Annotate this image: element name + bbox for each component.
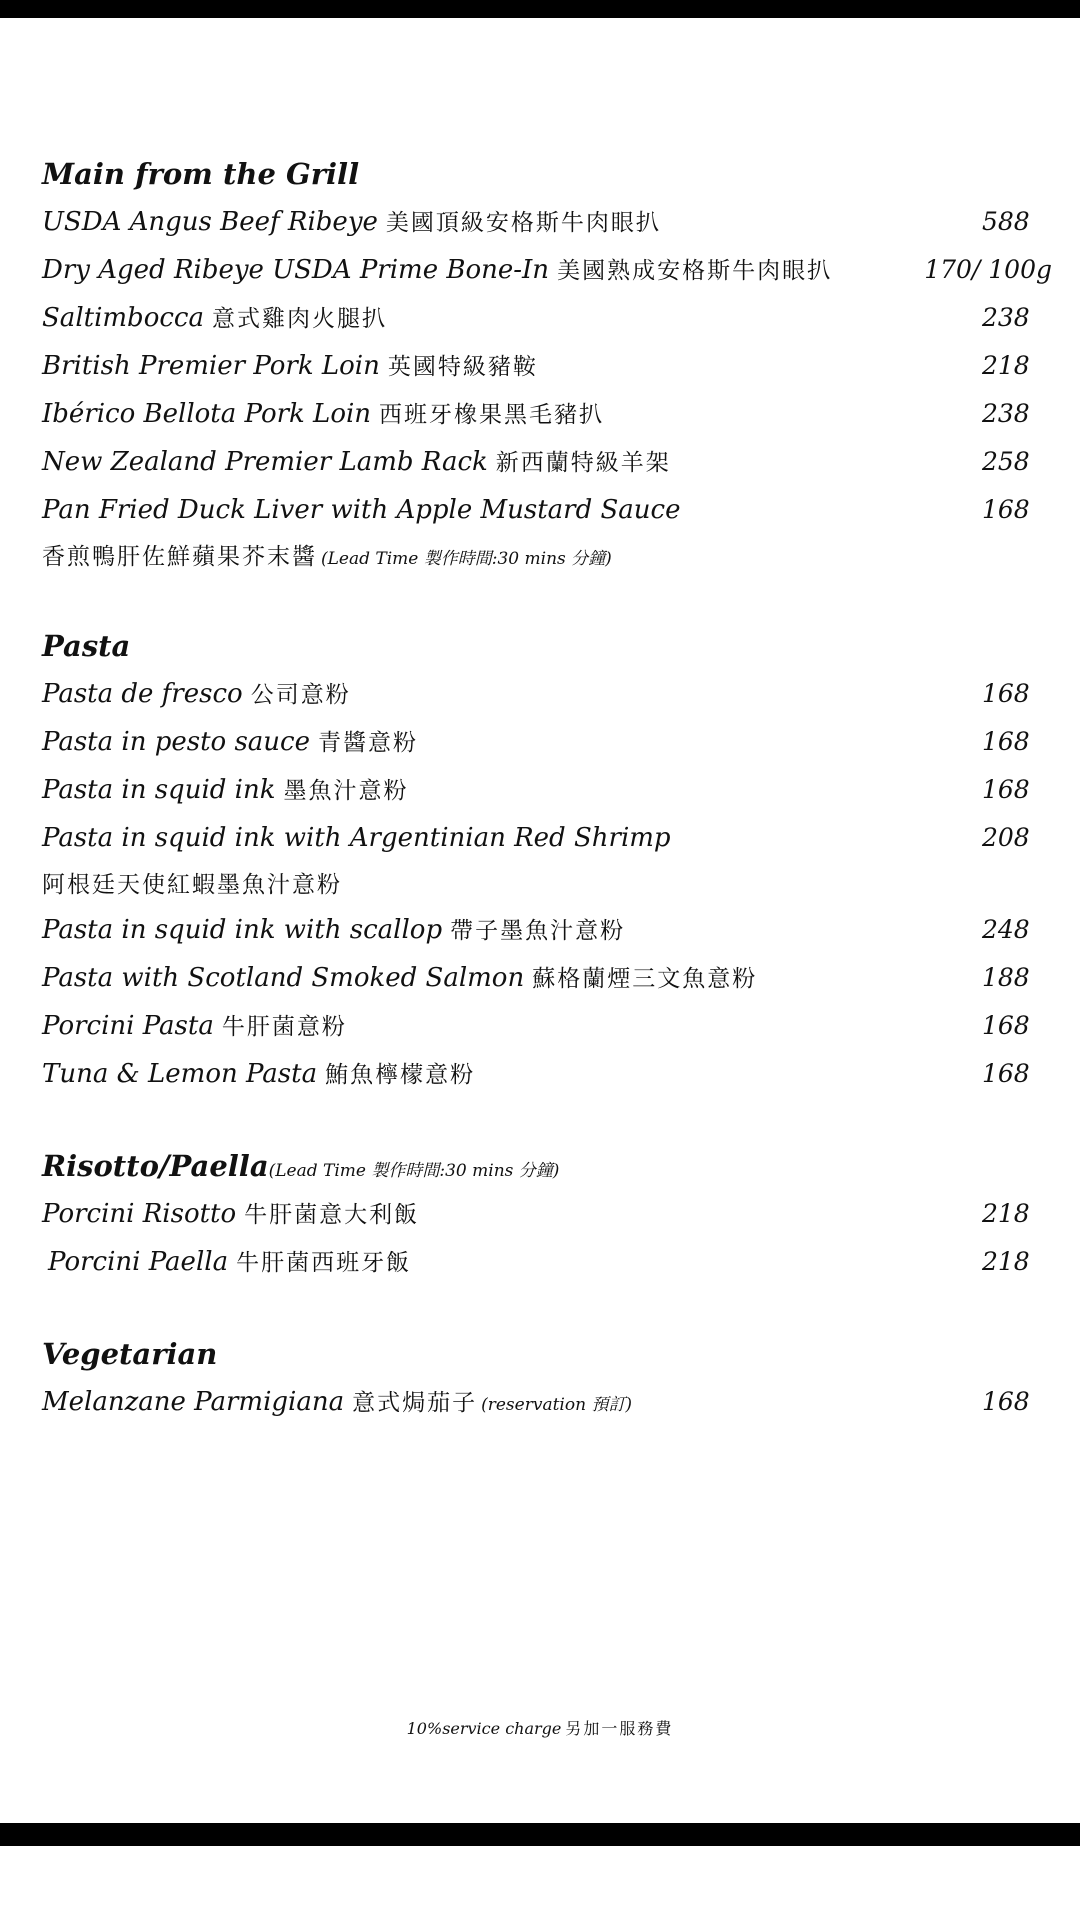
item-chinese-name: 青醬意粉 [318,730,418,756]
item-chinese-name: 香煎鴨肝佐鮮蘋果芥末醬 [42,544,317,570]
item-chinese-name: 美國頂級安格斯牛肉眼扒 [385,210,661,236]
item-price: 170/ 100g [924,255,1052,284]
menu-item [42,246,1052,294]
service-charge-cn: 另加一服務費 [565,1719,674,1738]
menu-item-subline [42,534,1052,578]
section-risotto-paella [42,1142,1052,1286]
menu-item [42,766,1052,814]
item-chinese-name: 牛肝菌意粉 [221,1014,347,1040]
item-name: Pan Fried Duck Liver with Apple Mustard Sauce [42,495,681,525]
top-bar [0,0,1080,18]
menu-item [42,1050,1052,1098]
lead-time-note: (Lead Time 製作時間:30 mins 分鐘) [321,549,612,569]
menu-item [42,294,1052,342]
item-price: 168 [982,1011,1030,1040]
item-name: Pasta in squid ink [42,775,276,805]
item-name: Melanzane Parmigiana [42,1387,345,1417]
menu-item [42,814,1052,862]
section-grill [42,150,1052,578]
item-price: 258 [982,447,1030,476]
item-price: 238 [982,303,1030,332]
item-price: 588 [982,207,1030,236]
item-chinese-name: 鮪魚檸檬意粉 [325,1062,476,1088]
menu-item [42,342,1052,390]
section-title: Pasta [42,629,131,663]
menu-item [42,1378,1052,1426]
menu-item [42,718,1052,766]
section-title: Main from the Grill [42,157,360,191]
section-vegetarian [42,1330,1052,1426]
item-chinese-name: 美國熟成安格斯牛肉眼扒 [557,258,833,284]
menu-item [42,1002,1052,1050]
menu-item [42,1238,1052,1286]
item-price: 188 [982,963,1030,992]
item-chinese-name: 牛肝菌西班牙飯 [236,1250,412,1276]
section-title-text: Risotto/Paella [42,1149,269,1183]
item-chinese-name: 牛肝菌意大利飯 [244,1202,420,1228]
bottom-bar [0,1823,1080,1846]
item-price: 238 [982,399,1030,428]
item-name: Ibérico Bellota Pork Loin [42,399,372,429]
item-price: 168 [982,727,1030,756]
item-chinese-name: 意式焗茄子 [352,1390,478,1416]
item-chinese-name: 新西蘭特級羊架 [495,450,671,476]
lead-time-note: (Lead Time 製作時間:30 mins 分鐘) [268,1161,560,1181]
menu-item [42,1190,1052,1238]
item-name: Pasta in pesto sauce [42,727,310,757]
reservation-note: (reservation 預訂) [481,1395,633,1415]
item-name: Tuna & Lemon Pasta [42,1059,318,1089]
item-name: Dry Aged Ribeye USDA Prime Bone-In [42,255,550,285]
section-title [42,1142,1052,1190]
item-price: 248 [982,915,1030,944]
item-chinese-name: 公司意粉 [250,682,351,708]
item-price: 168 [982,679,1030,708]
menu-item [42,438,1052,486]
item-name: Porcini Paella [48,1247,229,1277]
section-pasta [42,622,1052,1098]
item-chinese-name: 意式雞肉火腿扒 [211,306,387,332]
section-title: Vegetarian [42,1337,218,1371]
item-name: Pasta de fresco [42,679,243,709]
item-price: 168 [982,1059,1030,1088]
item-price: 218 [982,1247,1030,1276]
menu-item [42,906,1052,954]
item-name: Pasta with Scotland Smoked Salmon [42,963,525,993]
menu [42,150,1052,1426]
menu-item [42,670,1052,718]
menu-item [42,954,1052,1002]
item-price: 168 [982,775,1030,804]
service-charge-note [0,1714,1080,1744]
item-chinese-name: 蘇格蘭煙三文魚意粉 [532,966,758,992]
menu-item [42,390,1052,438]
item-price: 218 [982,351,1030,380]
item-name: Saltimbocca [42,303,204,333]
item-price: 168 [982,495,1030,524]
item-name: Porcini Risotto [42,1199,237,1229]
menu-item-subline [42,862,1052,906]
item-name: Porcini Pasta [42,1011,214,1041]
item-name: Pasta in squid ink with Argentinian Red Shrimp [42,823,671,853]
item-chinese-name: 墨魚汁意粉 [283,778,409,804]
item-price: 208 [982,823,1030,852]
menu-item [42,198,1052,246]
service-charge-en: 10%service charge [406,1719,562,1738]
item-chinese-name: 西班牙橡果黑毛豬扒 [379,402,605,428]
item-name: New Zealand Premier Lamb Rack [42,447,488,477]
menu-item [42,486,1052,534]
item-name: USDA Angus Beef Ribeye [42,207,378,237]
item-price: 218 [982,1199,1030,1228]
item-name: Pasta in squid ink with scallop [42,915,443,945]
item-price: 168 [982,1387,1030,1416]
item-chinese-name: 阿根廷天使紅蝦墨魚汁意粉 [42,872,342,898]
item-chinese-name: 英國特級豬鞍 [387,354,538,380]
item-chinese-name: 帶子墨魚汁意粉 [450,918,626,944]
item-name: British Premier Pork Loin [42,351,380,381]
